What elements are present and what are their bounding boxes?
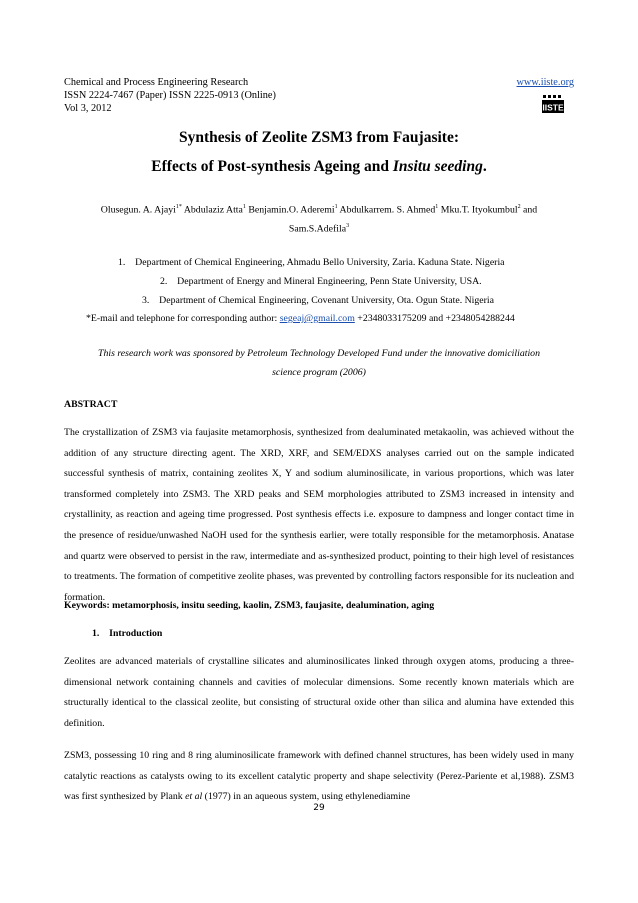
author-name: Abdulaziz Atta <box>183 204 243 216</box>
author-list: Olusegun. A. Ajayi$^{1*}$ Abdulaziz Atta$^1$ Benjamin.O. Aderemi$^1$ Abdulkarrem. S. Ahmed$^1$ Mku.T. Ityokumbul$^2$ and Sam.S.Adefila$^3$ <box>100 204 538 235</box>
paper-title-line-1: Synthesis of Zeolite ZSM3 from Faujasite: <box>179 129 459 146</box>
affiliation-2: 2. Department of Energy and Mineral Engineering, Penn State University, USA. <box>160 276 482 287</box>
introduction-paragraph-2: ZSM3, possessing 10 ring and 8 ring aluminosilicate framework with defined channel structures, has been widely used in many catalytic reactions as catalysts owing to its excellent catalytic property and shape selectivity (Perez-Pariente et al,1988). ZSM3 was first synthesized by Plank et al (1977) in an aqueous system, using ethylenediamine <box>64 750 574 803</box>
journal-issn: ISSN 2224-7467 (Paper) ISSN 2225-0913 (Online) <box>64 90 276 101</box>
affiliation-3: 3. Department of Chemical Engineering, Covenant University, Ota. Ogun State. Nigeria <box>142 295 494 306</box>
author-name: Benjamin.O. Aderemi <box>248 204 335 216</box>
author-name: Mku.T. Ityokumbul <box>440 204 518 216</box>
affiliation-1: 1. Department of Chemical Engineering, Ahmadu Bello University, Zaria. Kaduna State. Nigeria <box>118 257 505 268</box>
page-number: 29 <box>313 803 325 813</box>
author-name: Abdulkarrem. S. Ahmed <box>339 204 436 216</box>
journal-name: Chemical and Process Engineering Research <box>64 77 249 88</box>
paper-title-line-2: Effects of Post-synthesis Ageing and Insitu seeding. <box>151 158 487 175</box>
journal-website-link[interactable]: www.iiste.org <box>516 77 574 88</box>
iiste-logo-icon <box>542 94 564 114</box>
introduction-paragraph-1: Zeolites are advanced materials of crystalline silicates and aluminosilicates linked through oxygen atoms, producing a three-dimensional network containing channels and cavities of molecular dimensions. Some recently known materials which are structurally identical to the classical zeolite, but consisting of structural oxide other than silica and alumina have extended this definition. <box>64 656 574 729</box>
corresponding-author-contact: *E-mail and telephone for corresponding author: segeaj@gmail.com +2348033175209 and +2348054288244 <box>86 313 515 324</box>
abstract-text: The crystallization of ZSM3 via faujasite metamorphosis, synthesized from dealuminated metakaolin, was achieved without the addition of any structure directing agent. The XRD, XRF, and SEM/EDXS analyses carried out on the sample indicated successful synthesis of matrix, containing zeolites X, Y and sodium aluminosilicate, in various proportions, which was later transformed completely into ZSM3. The XRD peaks and SEM morphologies attributed to ZSM3 increased in intensity and crystallinity, as reaction and ageing time progressed. Post synthesis effects i.e. exposure to dampness and longer contact time in the presence of residue/unwashed NaOH used for the synthesis earlier, were totally responsible for the metamorphosis. Anatase and quartz were observed to persist in the raw, intermediate and as-synthesized product, pointing to their high level of resistances to treatments. The formation of competitive zeolite phases, was prevented by controlling factors responsible for its nucleation and formation. <box>64 427 574 603</box>
author-name: Olusegun. A. Ajayi <box>100 204 176 216</box>
logo-text: IISTE <box>542 102 564 113</box>
email-link[interactable]: segeaj@gmail.com <box>279 313 355 324</box>
abstract-heading: ABSTRACT <box>64 399 118 410</box>
author-name: Sam.S.Adefila <box>288 223 347 235</box>
introduction-heading: 1. Introduction <box>92 628 163 639</box>
journal-volume: Vol 3, 2012 <box>64 103 112 114</box>
keywords: Keywords: metamorphosis, insitu seeding, kaolin, ZSM3, faujasite, dealumination, aging <box>64 600 435 611</box>
sponsor-note: This research work was sponsored by Petroleum Technology Developed Fund under the innovative domiciliation science program (2006) <box>98 348 540 378</box>
